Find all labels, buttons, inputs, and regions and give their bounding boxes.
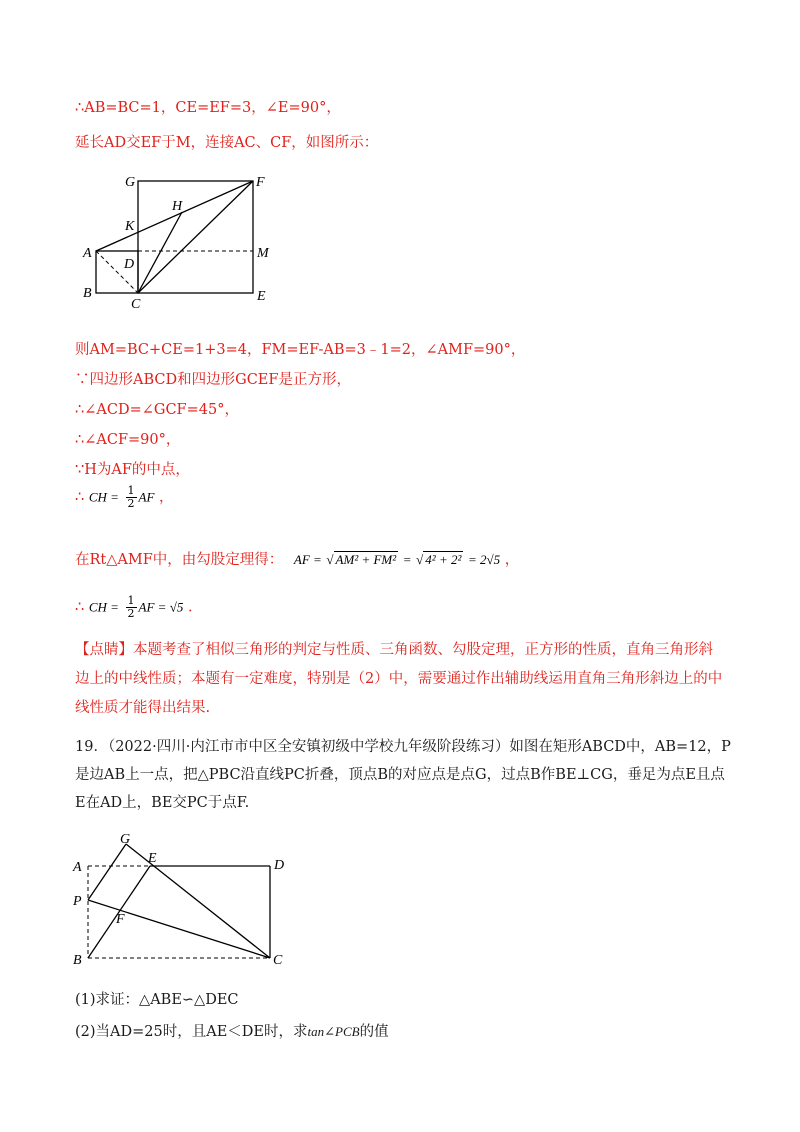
part-2-prefix: (2)当AD=25时，且AE＜DE时，求 (75, 1024, 308, 1040)
part-2-suffix: 的值 (359, 1024, 389, 1040)
label-A: A (73, 860, 82, 875)
therefore-symbol: ∴ (75, 599, 85, 616)
solution-line-2: 延长AD交EF于M，连接AC、CF，如图所示： (75, 135, 379, 151)
note-tag: 【点睛】 (75, 642, 133, 658)
math-result: = 2√5 (467, 552, 501, 567)
math-lhs: CH = (88, 489, 119, 505)
sqrt-1: √ AM² + FM² (326, 552, 397, 567)
label-M: M (257, 246, 269, 261)
label-E: E (148, 851, 157, 866)
label-F: F (116, 912, 125, 927)
label-H: H (172, 199, 183, 214)
math-eq: = (402, 552, 412, 567)
note-text: 本题考查了相似三角形的判定与性质、三角函数、勾股定理，正方形的性质，直角三角形斜边上的中线性质；本题有一定难度，特别是（2）中，需要通过作出辅助线运用直角三角形斜边上的中线性质才能得出结果. (75, 642, 723, 716)
figure-squares-diagram (80, 165, 280, 310)
label-G: G (125, 175, 136, 190)
label-D: D (274, 858, 285, 873)
label-C: C (131, 297, 141, 310)
math-lhs: AF = (293, 552, 322, 567)
solution-line-5: ∴∠ACD=∠GCF=45°， (75, 402, 239, 418)
solution-line-7: ∵H为AF的中点， (75, 462, 190, 478)
fraction-half: $\frac{1}{2}$ (127, 594, 135, 620)
label-B: B (83, 286, 92, 301)
question-19-text: 19．（2022·四川·内江市市中区全安镇初级中学校九年级阶段练习）如图在矩形ABCD中，AB=12，P是边AB上一点，把△PBC沿直线PC折叠，顶点B的对应点是点G，过点B作BE⊥CG，垂足为点E且点E在AD上，BE交PC于点F. (75, 739, 731, 811)
label-G: G (120, 832, 131, 847)
solution-line-3: 则AM=BC+CE=1+3=4，FM=EF-AB=3﹣1=2，∠AMF=90°， (75, 342, 526, 358)
math-lhs: CH = (88, 599, 119, 615)
tan-expression: tan∠PCB (307, 1024, 360, 1039)
label-B: B (73, 953, 82, 968)
figure-rectangle-fold-diagram (70, 830, 300, 970)
label-P: P (73, 894, 82, 909)
label-E: E (257, 289, 266, 304)
punct: . (187, 599, 193, 616)
punct: ， (504, 552, 520, 568)
math-rhs: AF = √5 (138, 599, 184, 615)
question-part-2 (75, 1020, 389, 1041)
key-point-note (75, 636, 725, 723)
label-F: F (256, 175, 265, 190)
pythagoras-text: 在Rt△AMF中，由勾股定理得： (75, 552, 284, 568)
question-part-1: (1)求证：△ABE∽△DEC (75, 992, 239, 1008)
label-D: D (124, 257, 135, 272)
solution-line-9 (75, 548, 519, 569)
solution-line-1: ∴AB=BC=1，CE=EF=3，∠E=90°， (75, 100, 341, 116)
label-C: C (273, 953, 283, 968)
solution-line-4: ∵四边形ABCD和四边形GCEF是正方形， (75, 372, 351, 388)
sqrt-2: √ 4² + 2² (416, 552, 462, 567)
therefore-symbol: ∴ (75, 489, 85, 506)
fraction-half: $\frac{1}{2}$ (127, 484, 135, 510)
label-K: K (125, 219, 135, 234)
math-rhs: AF (138, 489, 155, 505)
solution-line-8 (75, 485, 174, 510)
punct: ， (159, 489, 174, 506)
solution-line-10 (75, 595, 193, 620)
label-A: A (83, 246, 92, 261)
solution-line-6: ∴∠ACF=90°， (75, 432, 181, 448)
